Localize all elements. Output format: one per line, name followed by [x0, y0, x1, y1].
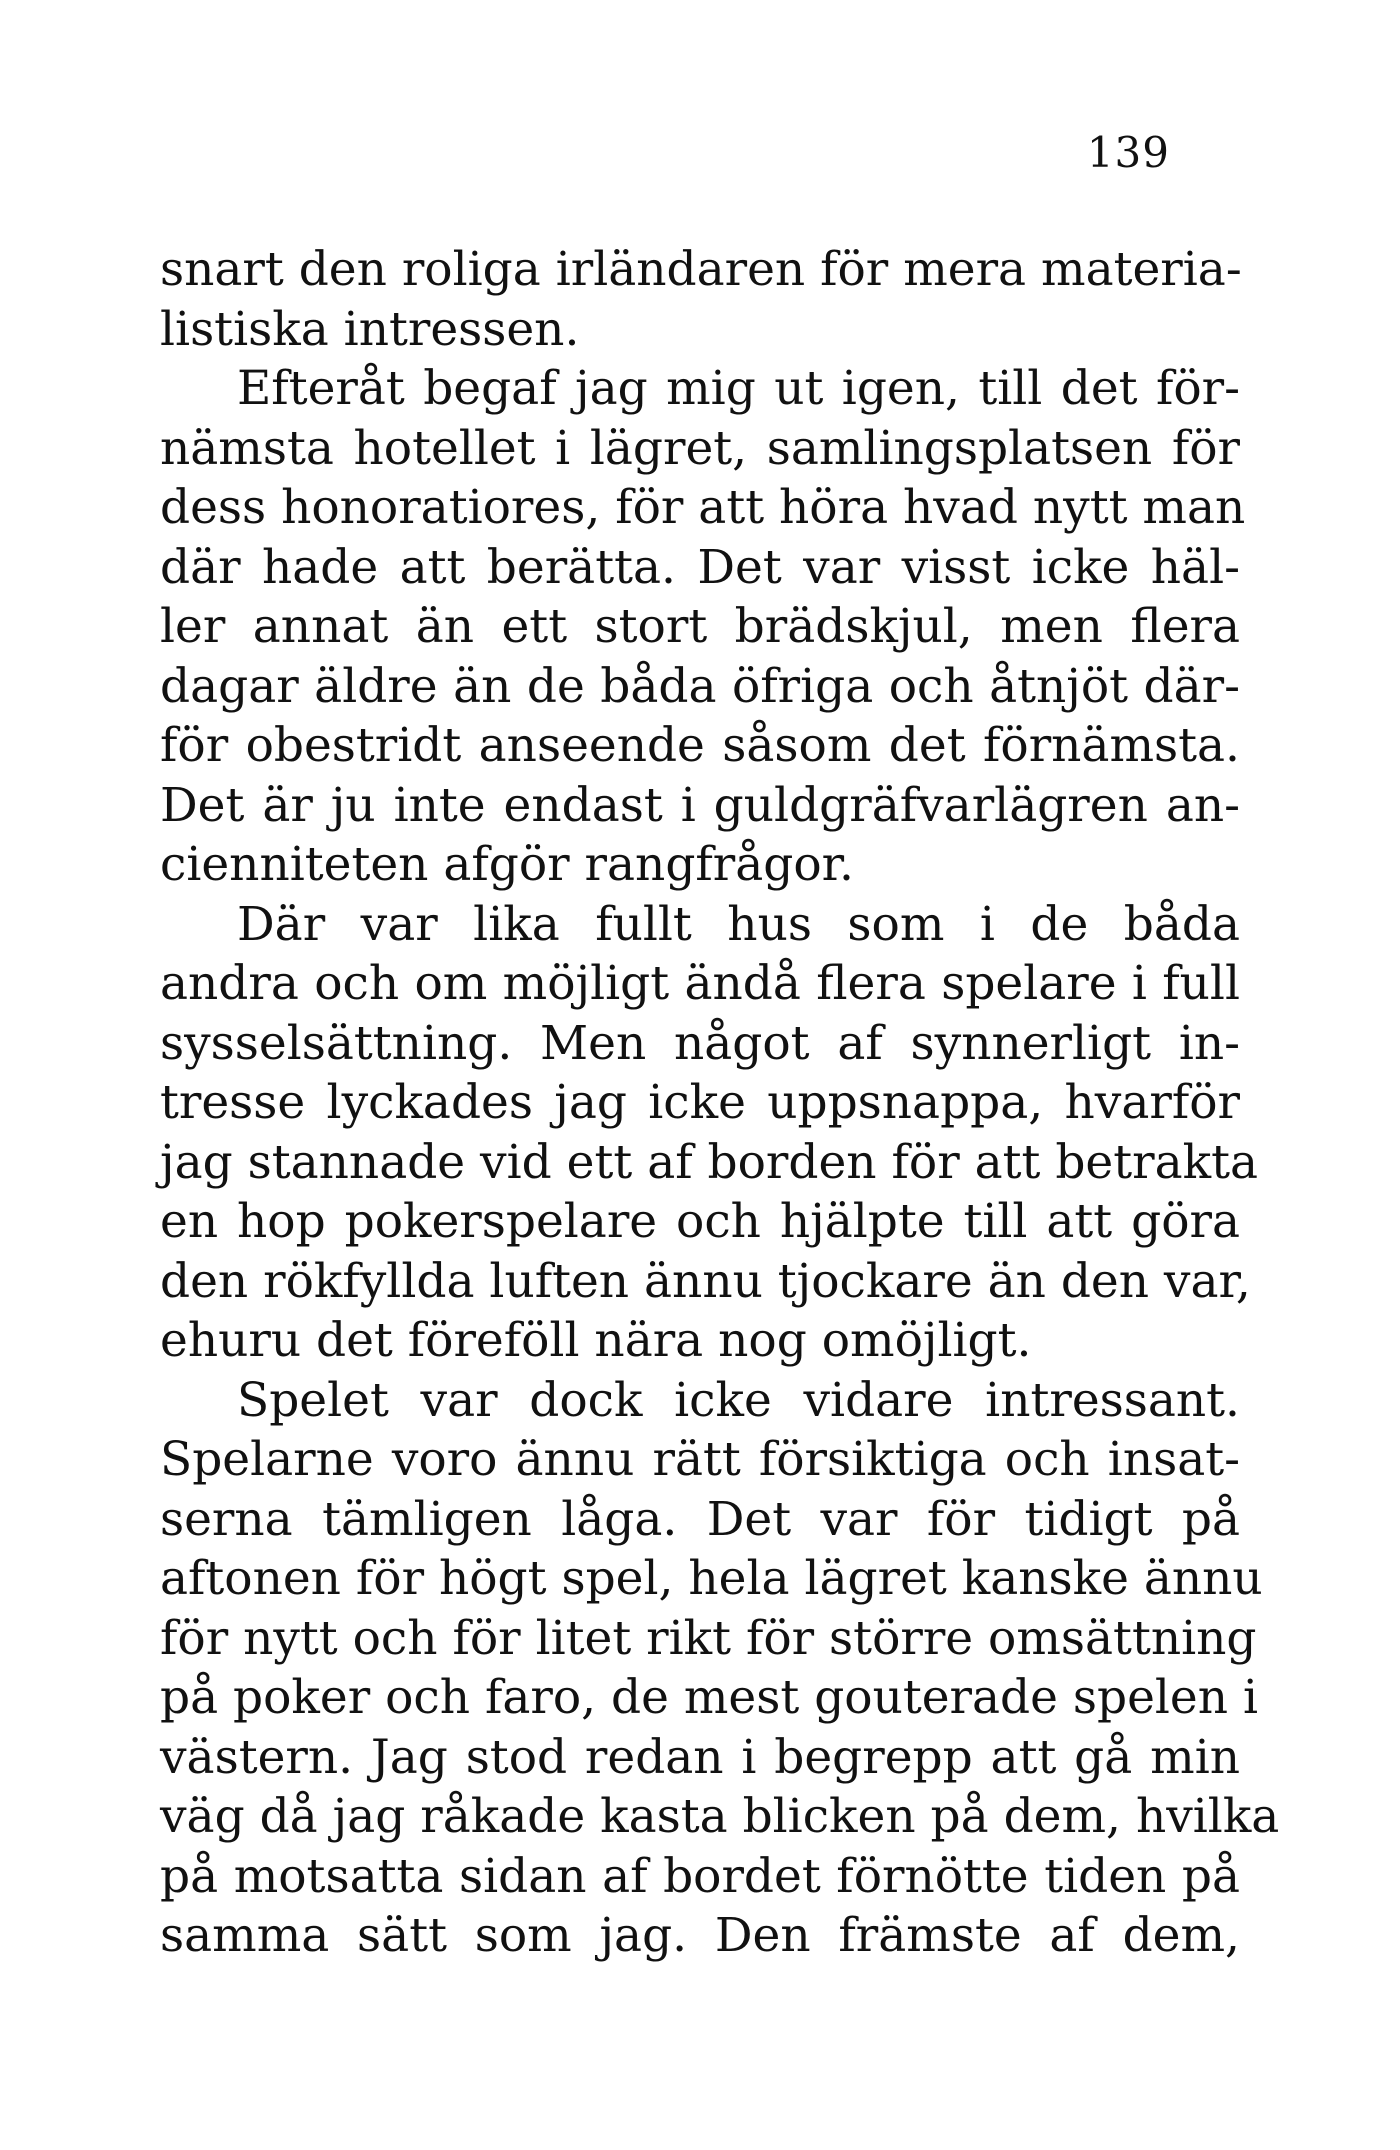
text-line: Efteråt begaf jag mig ut igen, till det för-: [237, 361, 1240, 416]
text-line: den rökfyllda luften ännu tjockare än den var,: [160, 1253, 1251, 1309]
text-line: en hop pokerspelare och hjälpte till att göra: [160, 1194, 1240, 1249]
text-line: ler annat än ett stort brädskjul, men flera: [160, 599, 1240, 654]
text-line: snart den roliga irländaren för mera materia-: [160, 242, 1242, 297]
text-line: sysselsättning. Men något af synnerligt in-: [160, 1015, 1240, 1071]
text-line: Spelarne voro ännu rätt försiktiga och insat-: [160, 1432, 1240, 1487]
text-line: serna tämligen låga. Det var för tidigt på: [160, 1491, 1240, 1547]
text-line: aftonen för högt spel, hela lägret kanske ännu: [160, 1551, 1263, 1606]
text-line: ehuru det föreföll nära nog omöjligt.: [160, 1313, 1032, 1368]
text-line: på poker och faro, de mest gouterade spelen i: [160, 1670, 1258, 1725]
text-line: Där var lika fullt hus som i de båda: [237, 896, 1240, 952]
page-number: 139: [1086, 128, 1170, 177]
text-line: Det är ju inte endast i guldgräfvarlägren an-: [160, 777, 1240, 833]
text-line: listiska intressen.: [160, 301, 580, 357]
text-line: dagar äldre än de båda öfriga och åtnjöt där-: [160, 658, 1240, 714]
text-line: där hade att berätta. Det var visst icke häl-: [160, 539, 1240, 595]
text-line: för obestridt anseende såsom det förnämsta.: [160, 718, 1240, 773]
text-line: dess honoratiores, för att höra hvad nytt man: [160, 480, 1246, 535]
text-line: cienniteten afgör rangfrågor.: [160, 837, 854, 892]
text-line: andra och om möjligt ändå flera spelare i full: [160, 956, 1240, 1011]
text-line: jag stannade vid ett af borden för att betrakta: [160, 1134, 1259, 1190]
text-line: tresse lyckades jag icke uppsnappa, hvarför: [160, 1075, 1240, 1130]
text-line: samma sätt som jag. Den främste af dem,: [160, 1908, 1240, 1963]
text-line: väg då jag råkade kasta blicken på dem, hvilka: [160, 1789, 1280, 1844]
body-text: [160, 240, 1280, 1966]
text-line: nämsta hotellet i lägret, samlingsplatsen för: [160, 420, 1240, 476]
text-line: Spelet var dock icke vidare intressant.: [237, 1372, 1240, 1428]
text-line: på motsatta sidan af bordet förnötte tiden på: [160, 1848, 1240, 1904]
text-line: för nytt och för litet rikt för större omsättning: [160, 1610, 1257, 1666]
text-line: västern. Jag stod redan i begrepp att gå min: [160, 1729, 1240, 1785]
